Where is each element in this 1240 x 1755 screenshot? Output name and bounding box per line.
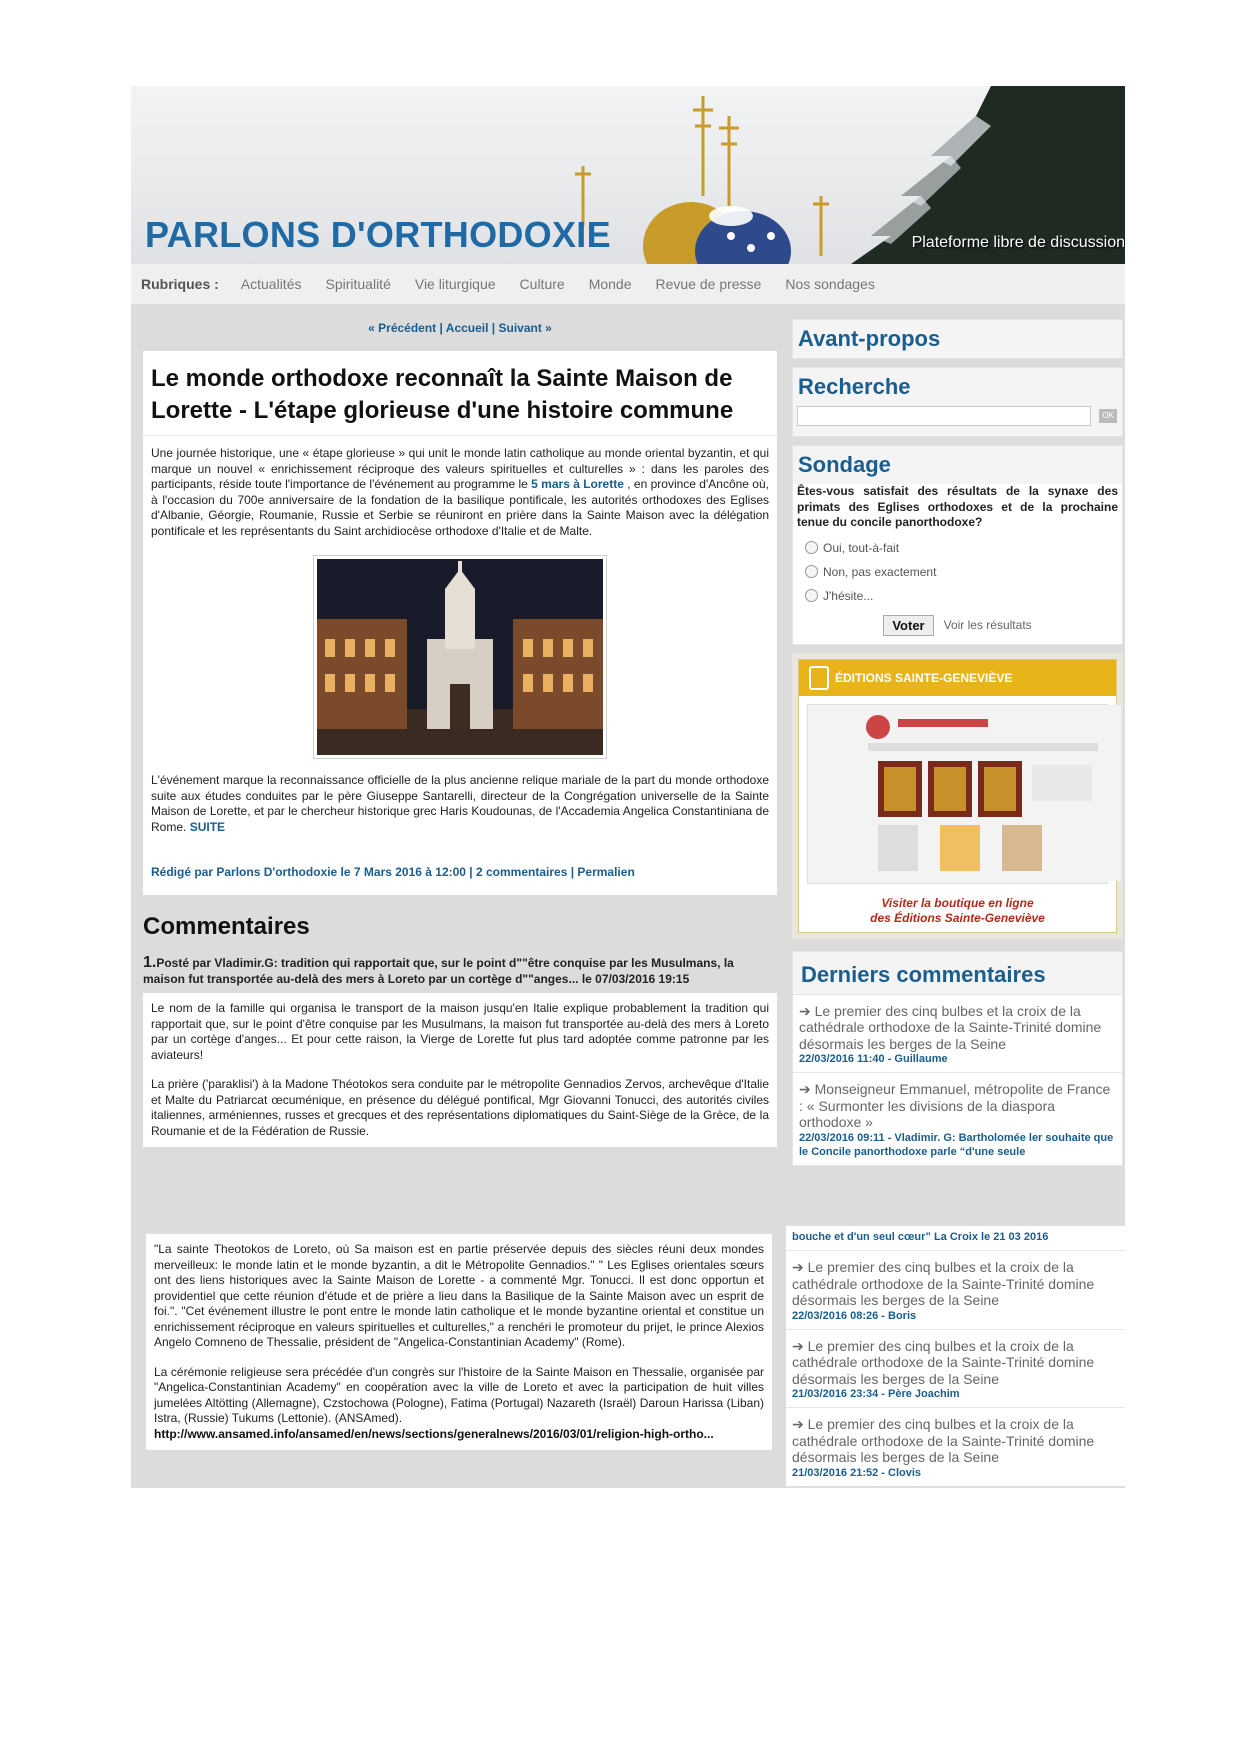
widget-avant-propos bbox=[792, 319, 1123, 359]
page bbox=[131, 86, 1125, 1479]
nav-item-actualites[interactable]: Actualités bbox=[240, 276, 302, 292]
recent-comment-meta: 22/03/2016 09:11 - Vladimir. G: Bartholomée ler souhaite que le Concile panorthodoxe parle “d'une seule bbox=[799, 1131, 1114, 1158]
poll-option[interactable] bbox=[805, 541, 1118, 555]
nav-item-spiritualite[interactable]: Spiritualité bbox=[325, 276, 391, 292]
nav-item-monde[interactable]: Monde bbox=[588, 276, 632, 292]
recent-comment-link[interactable]: Monseigneur Emmanuel, métropolite de France : « Surmonter les divisions de la diaspora orthodoxe » bbox=[799, 1081, 1111, 1130]
vote-button[interactable]: Voter bbox=[883, 615, 933, 636]
poll-option[interactable] bbox=[805, 589, 1118, 603]
recent-comment-link[interactable]: Le premier des cinq bulbes et la croix de la cathédrale orthodoxe de la Sainte-Trinité domine désormais les berges de la Seine bbox=[792, 1337, 1095, 1387]
recent-comment-meta: 21/03/2016 21:52 - Clovis bbox=[792, 1466, 922, 1479]
comment-body bbox=[146, 1234, 772, 1450]
view-results-link[interactable]: Voir les résultats bbox=[943, 618, 1032, 632]
header-banner bbox=[131, 86, 1125, 264]
nav-label: Rubriques : bbox=[141, 276, 219, 292]
recent-comment-meta: bouche et d'un seul cœur” La Croix le 21 03 2016 bbox=[792, 1231, 1049, 1243]
comment-continuation bbox=[146, 1234, 772, 1450]
comment-header-text: Posté par Vladimir.G: tradition qui rapportait que, sur le point d""être conquise par les Musulmans, la maison fut transportée au-delà des mers à Loreto par un cortège d""anges... le 07/03/2016 19:15 bbox=[143, 956, 734, 986]
ad-header bbox=[799, 660, 1116, 696]
source-link[interactable]: http://www.ansamed.info/ansamed/en/news/sections/generalnews/2016/03/01/religion-high-ortho... bbox=[154, 1426, 714, 1441]
recent-comments-title: Derniers commentaires bbox=[801, 961, 1046, 987]
article-paragraph: L'événement marque la reconnaissance officielle de la plus ancienne relique mariale de la part du monde orthodoxe suite aux études conduites par le père Giuseppe Santarelli, directeur de la Congrégation universelle de la Sainte Maison de Lorette, et par le chercheur historique grec Haris Koudounas, de l'Accademia Angelica Constantiniana de Rome. bbox=[151, 773, 769, 834]
book-logo-icon bbox=[809, 666, 829, 690]
comment-number: 1. bbox=[143, 954, 157, 971]
recent-comment-meta: 22/03/2016 11:40 - Guillaume bbox=[799, 1053, 948, 1065]
read-more-link[interactable]: SUITE bbox=[189, 819, 226, 834]
recent-comment-meta: 21/03/2016 23:34 - Père Joachim bbox=[792, 1388, 960, 1400]
comment-paragraph: "La sainte Theotokos de Loreto, où Sa maison est en partie préservée depuis des siècles réuni deux mondes merveilleux: le monde latin et le monde byzantin, a dit le Métropolite Gennadios." " Les Eglises orientales sœurs ont des liens historiques avec la Sainte Maison de Lorette - a commenté Mgr. Tonucci. Il est donc opportun et providentiel que cette réunion d'étude et de prière a lieu dans la Basilique de la Sainte Maison avec un esprit de foi.". "Cet événement illustre le pont entre le monde latin catholique et le monde byzantine oriental et constitue un enrichissement réciproque en valeurs spirituelles et culturelles," a renchéri le promoteur du prijet, le prince Alexios Angelo Comneno de Thessalie, président de "Angelica-Constantinian Academy" (Rome). bbox=[154, 1242, 764, 1349]
widget-search bbox=[792, 367, 1123, 437]
search-ok-button[interactable]: OK bbox=[1099, 409, 1117, 423]
poll-question: Êtes-vous satisfait des résultats de la synaxe des primats des Eglises orthodoxes et de la prochaine tenue du concile panorthodoxe? bbox=[797, 484, 1118, 529]
recent-comment-text: ➔ Le premier des cinq bulbes et la croix de la cathédrale orthodoxe de la Sainte-Trinité domine désormais les berges de la Seine bbox=[792, 1416, 1095, 1465]
recent-comment-item[interactable] bbox=[786, 1226, 1125, 1250]
site-title[interactable]: PARLONS D'ORTHODOXIE bbox=[145, 214, 611, 255]
ad-brand: ÉDITIONS SAINTE-GENEVIÈVE bbox=[835, 670, 1013, 685]
article-paragraph: Une journée historique, une « étape glorieuse » qui unit le monde latin catholique au monde oriental byzantin, et qui marque un nouvel « enrichissement réciproque des valeurs spirituelles et culturelles » : dans les paroles des participants, réside toute l'importance de l'événement au programme le bbox=[151, 446, 769, 491]
lower-section bbox=[131, 1226, 1125, 1488]
radio-button[interactable] bbox=[805, 589, 818, 602]
recent-comments-continuation bbox=[786, 1226, 1125, 1486]
main-nav bbox=[131, 264, 1125, 305]
article bbox=[143, 351, 777, 895]
recent-comment-item[interactable] bbox=[793, 994, 1122, 1073]
recent-comment-meta: 22/03/2016 08:26 - Boris bbox=[792, 1309, 917, 1322]
basilica-night-image bbox=[317, 559, 603, 755]
poll-option-label: Oui, tout-à-fait bbox=[823, 540, 900, 555]
recent-comment-item[interactable] bbox=[786, 1329, 1125, 1408]
shop-screenshot bbox=[807, 704, 1108, 884]
widget-recent-comments bbox=[792, 951, 1123, 1166]
shop-preview-image bbox=[808, 705, 1121, 881]
article-photo bbox=[313, 555, 607, 759]
recent-comment-link[interactable]: Le premier des cinq bulbes et la croix de la cathédrale orthodoxe de la Sainte-Trinité domine désormais les berges de la Seine bbox=[792, 1416, 1095, 1465]
comment-paragraph: La cérémonie religieuse sera précédée d'un congrès sur l'histoire de la Sainte Maison en Thessalie, organisée par "Angelica-Constantinian Academy" en coopération avec la ville de Loreto et avec la participation de huit villes jumelées Altötting (Allemagne), Czstochowa (Pologne), Fatima (Portugal) Nazareth (Israël) Daroun Harissa (Liban) Istra, (Russie) Tukums (Lettonie). (ANSAmed). bbox=[154, 1364, 764, 1425]
recent-comment-text: ➔ Monseigneur Emmanuel, métropolite de France : « Surmonter les divisions de la diaspora orthodoxe » bbox=[799, 1081, 1111, 1130]
ad-cta-line: Visiter la boutique en ligne bbox=[881, 895, 1034, 910]
nav-item-revue-de-presse[interactable]: Revue de presse bbox=[655, 276, 762, 292]
ad-cta[interactable] bbox=[799, 892, 1116, 932]
poll-title: Sondage bbox=[798, 452, 891, 477]
search-title: Recherche bbox=[798, 374, 911, 399]
nav-item-nos-sondages[interactable]: Nos sondages bbox=[785, 276, 875, 292]
recent-comment-text: ➔ Le premier des cinq bulbes et la croix de la cathédrale orthodoxe de la Sainte-Trinité domine désormais les berges de la Seine bbox=[799, 1002, 1102, 1052]
comment-paragraph: La prière ('paraklisi') à la Madone Théotokos sera conduite par le métropolite Gennadios Zervos, archevêque d'Italie et Malte du Patriarcat œcuménique, en présence du délégué pontifical, Mgr Giovanni Tonucci, des autorités civiles italiennes, arméniennes, russes et grecques et des représentations diplomatiques du Saint-Siège de la Grèce, de la Roumanie et de la Fédération de Russie. bbox=[151, 1077, 769, 1138]
comment-header bbox=[143, 955, 777, 987]
pager-next-link[interactable]: Suivant » bbox=[498, 321, 552, 335]
pager-home-link[interactable]: Accueil bbox=[445, 321, 489, 335]
pager-prev-link[interactable]: « Précédent bbox=[368, 321, 437, 335]
event-date-link[interactable]: 5 mars à Lorette bbox=[531, 477, 624, 491]
recent-comment-item[interactable] bbox=[786, 1407, 1125, 1486]
post-pager bbox=[143, 305, 777, 351]
poll-option-label: J'hésite... bbox=[823, 588, 874, 603]
main-column bbox=[143, 305, 777, 1147]
widget-poll bbox=[792, 445, 1123, 645]
article-paragraph: , en province d'Ancône où, à l'occasion du 700e anniversaire de la fondation de la basilique pontificale, les autorités orthodoxes des Eglises d'Albanie, Géorgie, Roumanie, Russie et Serbie se réuniront en prière dans la Sainte Maison avec la délégation pontificale et les représentants du Saint archidiocèse orthodoxe d'Italie et de Malte. bbox=[151, 477, 769, 538]
pager-separator: | bbox=[436, 321, 446, 335]
recent-comment-item[interactable] bbox=[786, 1250, 1125, 1329]
comments-title: Commentaires bbox=[143, 913, 310, 940]
nav-item-vie-liturgique[interactable]: Vie liturgique bbox=[414, 276, 496, 292]
search-input[interactable] bbox=[797, 406, 1091, 426]
poll-option[interactable] bbox=[805, 565, 1118, 579]
poll-option-label: Non, pas exactement bbox=[823, 564, 937, 579]
nav-item-culture[interactable]: Culture bbox=[519, 276, 565, 292]
avant-propos-title[interactable]: Avant-propos bbox=[798, 326, 941, 351]
article-body bbox=[143, 436, 777, 845]
article-title: Le monde orthodoxe reconnaît la Sainte Maison de Lorette - L'étape glorieuse d'une histoire commune bbox=[143, 351, 777, 436]
comment-paragraph: Le nom de la famille qui organisa le transport de la maison jusqu'en Italie explique probablement la tradition qui rapportait que, sur le point d'être conquise par les Musulmans, la maison fut transportée au-delà des mers à Loreto par un cortège d'anges... Et pour cette raison, la Vierge de Lorette fut plus tard adoptée comme patronne par les aviateurs! bbox=[151, 1001, 769, 1062]
article-footer[interactable]: Rédigé par Parlons D'orthodoxie le 7 Mars 2016 à 12:00 | 2 commentaires | Permalien bbox=[151, 865, 635, 879]
radio-button[interactable] bbox=[805, 565, 818, 578]
pager-separator: | bbox=[488, 321, 499, 335]
site-tagline: Plateforme libre de discussion bbox=[911, 234, 1125, 251]
recent-comment-link[interactable]: Le premier des cinq bulbes et la croix de la cathédrale orthodoxe de la Sainte-Trinité domine désormais les berges de la Seine bbox=[799, 1002, 1102, 1052]
ad-banner[interactable] bbox=[792, 653, 1123, 939]
radio-button[interactable] bbox=[805, 541, 818, 554]
comment-body bbox=[143, 993, 777, 1147]
recent-comment-text: ➔ Le premier des cinq bulbes et la croix de la cathédrale orthodoxe de la Sainte-Trinité domine désormais les berges de la Seine bbox=[792, 1337, 1095, 1387]
recent-comment-item[interactable] bbox=[793, 1072, 1122, 1165]
recent-comment-link[interactable]: Le premier des cinq bulbes et la croix de la cathédrale orthodoxe de la Sainte-Trinité domine désormais les berges de la Seine bbox=[792, 1259, 1095, 1308]
sidebar bbox=[792, 319, 1123, 1174]
ad-cta-line: des Éditions Sainte-Geneviève bbox=[870, 910, 1045, 925]
recent-comment-text: ➔ Le premier des cinq bulbes et la croix de la cathédrale orthodoxe de la Sainte-Trinité domine désormais les berges de la Seine bbox=[792, 1259, 1095, 1308]
